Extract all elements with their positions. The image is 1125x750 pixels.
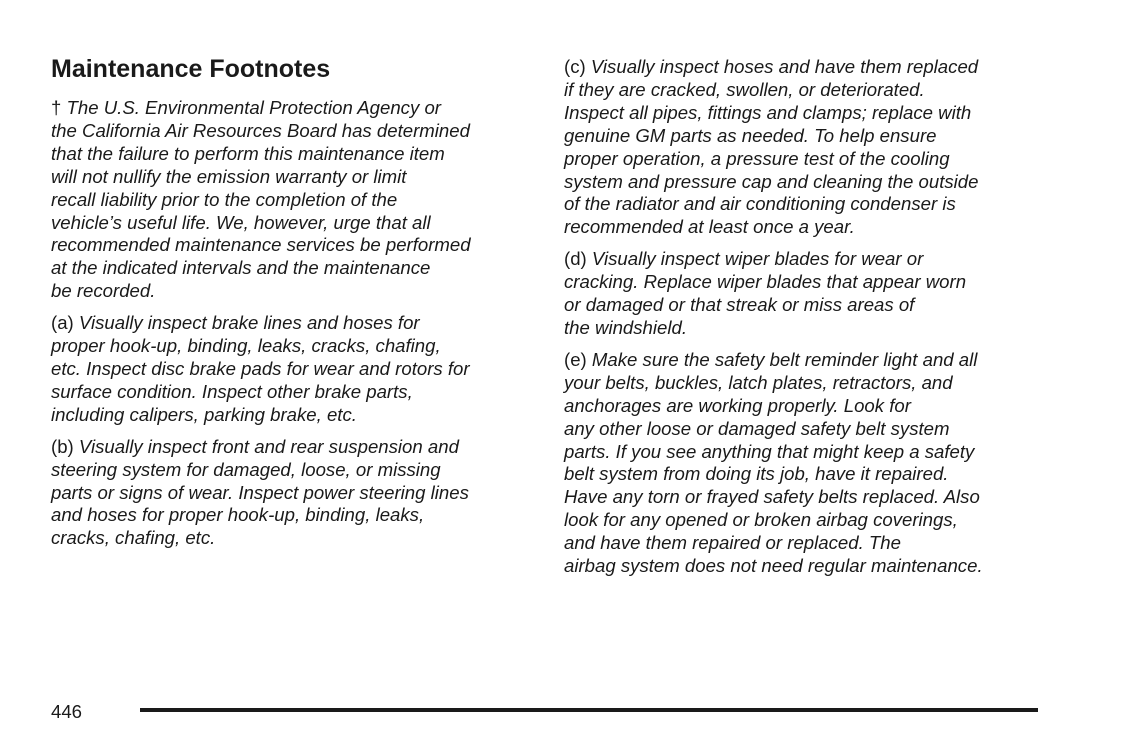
footnote-marker: (d) (564, 248, 592, 270)
footnote-dagger (51, 97, 531, 303)
footnote-text: Visually inspect hoses and have them replaced if they are cracked, swollen, or deteriorated. Inspect all pipes, fittings and clamps; replace with genuine GM parts as needed. To help ensure proper operation, a pressure test of the cooling system and pressure cap and cleaning the outside of the radiator and air conditioning condenser is recommended at least once a year. (564, 56, 979, 238)
footnote-c (564, 56, 1049, 239)
footnote-text: Visually inspect front and rear suspension and steering system for damaged, loose, or missing parts or signs of wear. Inspect power steering lines and hoses for proper hook-up, binding, leaks, cracks, chafing, etc. (51, 435, 469, 549)
footnote-text: Visually inspect brake lines and hoses for proper hook-up, binding, leaks, cracks, chafing, etc. Inspect disc brake pads for wear and rotors for surface condition. Inspect other brake parts, including calipers, parking brake, etc. (51, 312, 470, 425)
page-number: 446 (51, 701, 83, 722)
footnote-text: Make sure the safety belt reminder light and all your belts, buckles, latch plates, retractors, and anchorages are working properly. Look for any other loose or damaged safety belt system parts. If you see anything that might keep a safety belt system from doing its job, have it repaired. Have any torn or frayed safety belts replaced. Also look for any opened or broken airbag coverings, and have them repaired or replaced. The airbag system does not need regular maintenance. (564, 348, 983, 577)
footnote-a (51, 312, 531, 427)
footnote-marker: (c) (564, 56, 591, 77)
footnote-marker: (b) (51, 435, 79, 457)
footnote-marker: (e) (564, 348, 592, 370)
footnote-d (564, 248, 1049, 340)
footnote-marker: (a) (51, 312, 79, 334)
footnote-e (564, 349, 1049, 578)
footnote-b (51, 436, 531, 551)
page-title: Maintenance Footnotes (51, 55, 331, 83)
right-column (564, 56, 1049, 587)
footnote-marker: † (51, 97, 67, 118)
left-column (51, 54, 531, 559)
footer-divider (140, 708, 1038, 712)
footnote-text: Visually inspect wiper blades for wear or cracking. Replace wiper blades that appear worn or damaged or that streak or miss areas of the windshield. (564, 248, 967, 338)
footnote-text: The U.S. Environmental Protection Agency or the California Air Resources Board has determined that the failure to perform this maintenance item will not nullify the emission warranty or limit recall liability prior to the completion of the vehicle’s useful life. We, however, urge that all recommended maintenance services be performed at the indicated intervals and the maintenance be recorded. (51, 97, 471, 302)
